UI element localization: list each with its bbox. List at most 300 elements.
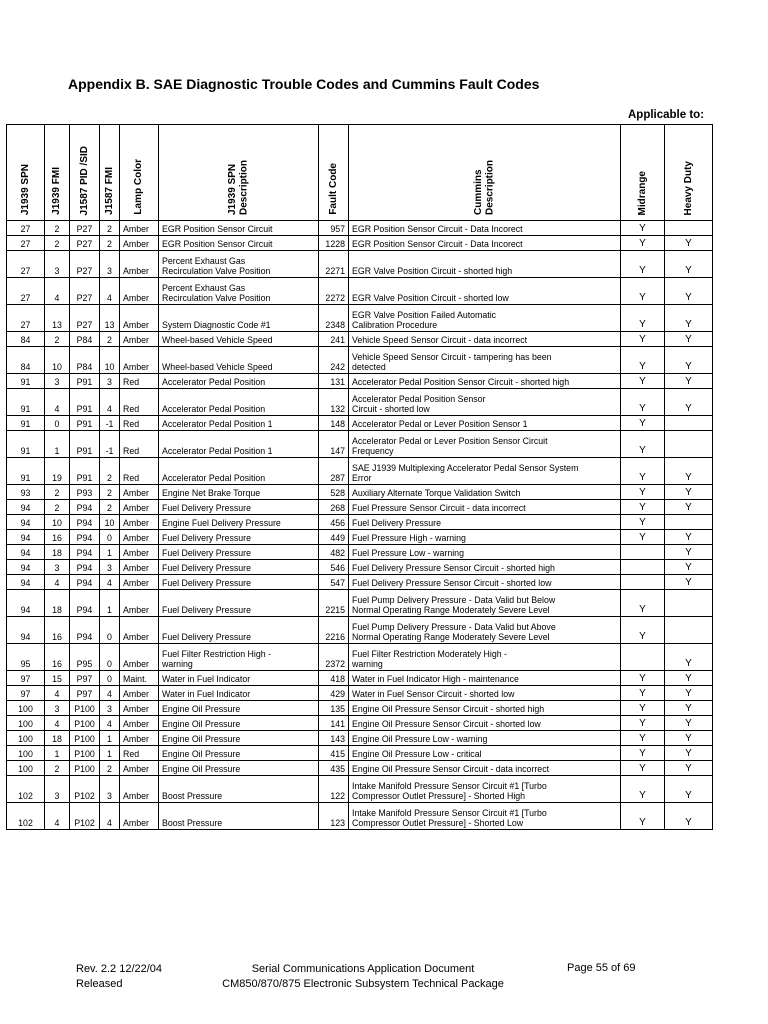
cell-fault-code: 2372 (319, 644, 349, 671)
cell-lamp-color: Amber (120, 686, 159, 701)
cell-cummins-description: Water in Fuel Sensor Circuit - shorted low (349, 686, 621, 701)
cell-j1587-fmi: 0 (100, 530, 120, 545)
table-row (7, 575, 713, 590)
cell-fault-code: 957 (319, 221, 349, 236)
cell-j1939-fmi: 4 (45, 389, 70, 416)
cell-fault-code: 241 (319, 332, 349, 347)
cell-lamp-color: Amber (120, 644, 159, 671)
cell-j1939-fmi: 0 (45, 416, 70, 431)
cell-fault-code: 482 (319, 545, 349, 560)
cell-heavy-duty: Y (665, 458, 713, 485)
cell-j1587-pid: P97 (70, 671, 100, 686)
cell-cummins-description: EGR Valve Position Circuit - shorted low (349, 278, 621, 305)
cell-midrange: Y (621, 701, 665, 716)
cell-fault-code: 528 (319, 485, 349, 500)
cell-j1587-fmi: 3 (100, 374, 120, 389)
cell-fault-code: 287 (319, 458, 349, 485)
cell-fault-code: 122 (319, 776, 349, 803)
table-row (7, 458, 713, 485)
cell-j1587-pid: P27 (70, 278, 100, 305)
cell-j1939-description: Fuel Filter Restriction High - warning (159, 644, 319, 671)
cell-j1939-description: Engine Fuel Delivery Pressure (159, 515, 319, 530)
cell-cummins-description: SAE J1939 Multiplexing Accelerator Pedal Sensor System Error (349, 458, 621, 485)
cell-j1939-spn: 84 (7, 332, 45, 347)
cell-j1939-description: Accelerator Pedal Position (159, 389, 319, 416)
cell-j1587-pid: P94 (70, 575, 100, 590)
cell-j1939-spn: 84 (7, 347, 45, 374)
cell-cummins-description: Engine Oil Pressure Sensor Circuit - data incorrect (349, 761, 621, 776)
footer-revision (76, 962, 162, 992)
cell-j1939-fmi: 4 (45, 686, 70, 701)
cell-lamp-color: Amber (120, 251, 159, 278)
cell-j1939-description: Accelerator Pedal Position (159, 458, 319, 485)
cell-lamp-color: Amber (120, 776, 159, 803)
cell-heavy-duty: Y (665, 776, 713, 803)
cell-j1587-fmi: 0 (100, 617, 120, 644)
cell-fault-code: 418 (319, 671, 349, 686)
cell-j1939-description: Percent Exhaust Gas Recirculation Valve Position (159, 251, 319, 278)
cell-fault-code: 546 (319, 560, 349, 575)
cell-cummins-description: Engine Oil Pressure Low - critical (349, 746, 621, 761)
cell-j1587-fmi: -1 (100, 416, 120, 431)
cell-j1587-pid: P84 (70, 332, 100, 347)
cell-j1939-spn: 91 (7, 389, 45, 416)
cell-cummins-description: Fuel Pressure Low - warning (349, 545, 621, 560)
cell-j1587-fmi: 2 (100, 458, 120, 485)
cell-j1939-fmi: 18 (45, 545, 70, 560)
cell-heavy-duty: Y (665, 803, 713, 830)
cell-j1587-pid: P94 (70, 617, 100, 644)
table-header-row (7, 125, 713, 221)
cell-lamp-color: Amber (120, 731, 159, 746)
cell-j1587-pid: P94 (70, 545, 100, 560)
cell-j1587-pid: P91 (70, 458, 100, 485)
cell-j1587-pid: P91 (70, 374, 100, 389)
cell-j1587-fmi: 10 (100, 515, 120, 530)
table-row (7, 560, 713, 575)
col-j1939-description: J1939 SPN Description (159, 125, 319, 221)
cell-midrange: Y (621, 485, 665, 500)
cell-j1587-fmi: 2 (100, 485, 120, 500)
cell-cummins-description: Fuel Pump Delivery Pressure - Data Valid but Below Normal Operating Range Moderately Severe Level (349, 590, 621, 617)
cell-fault-code: 2348 (319, 305, 349, 332)
cell-j1587-pid: P95 (70, 644, 100, 671)
cell-j1939-spn: 100 (7, 716, 45, 731)
cell-j1587-fmi: 2 (100, 221, 120, 236)
cell-cummins-description: Fuel Pressure Sensor Circuit - data incorrect (349, 500, 621, 515)
table-row (7, 590, 713, 617)
cell-j1939-description: Fuel Delivery Pressure (159, 590, 319, 617)
cell-j1939-description: Wheel-based Vehicle Speed (159, 332, 319, 347)
table-row (7, 236, 713, 251)
cell-fault-code: 143 (319, 731, 349, 746)
cell-j1587-pid: P102 (70, 776, 100, 803)
cell-j1587-fmi: 2 (100, 332, 120, 347)
table-row (7, 617, 713, 644)
cell-j1939-spn: 94 (7, 590, 45, 617)
cell-j1939-spn: 100 (7, 701, 45, 716)
cell-midrange: Y (621, 236, 665, 251)
col-lamp-color: Lamp Color (120, 125, 159, 221)
cell-heavy-duty: Y (665, 347, 713, 374)
cell-j1939-description: Water in Fuel Indicator (159, 686, 319, 701)
footer-doc-line2: CM850/870/875 Electronic Subsystem Technical Package (222, 978, 504, 990)
cell-midrange: Y (621, 716, 665, 731)
cell-fault-code: 2272 (319, 278, 349, 305)
cell-j1939-spn: 102 (7, 803, 45, 830)
cell-cummins-description: Accelerator Pedal Position Sensor Circuit - shorted low (349, 389, 621, 416)
cell-lamp-color: Amber (120, 500, 159, 515)
table-row (7, 671, 713, 686)
cell-j1587-pid: P94 (70, 515, 100, 530)
cell-midrange: Y (621, 458, 665, 485)
cell-lamp-color: Amber (120, 530, 159, 545)
cell-lamp-color: Amber (120, 332, 159, 347)
table-row (7, 374, 713, 389)
cell-j1939-fmi: 18 (45, 731, 70, 746)
cell-j1587-pid: P91 (70, 431, 100, 458)
cell-j1587-pid: P94 (70, 590, 100, 617)
cell-j1939-description: Fuel Delivery Pressure (159, 530, 319, 545)
table-row (7, 515, 713, 530)
cell-heavy-duty: Y (665, 500, 713, 515)
cell-heavy-duty: Y (665, 485, 713, 500)
cell-cummins-description: Auxiliary Alternate Torque Validation Switch (349, 485, 621, 500)
cell-j1587-pid: P100 (70, 761, 100, 776)
cell-lamp-color: Amber (120, 305, 159, 332)
cell-heavy-duty: Y (665, 305, 713, 332)
cell-j1587-pid: P27 (70, 305, 100, 332)
cell-lamp-color: Red (120, 416, 159, 431)
cell-j1939-spn: 91 (7, 416, 45, 431)
cell-heavy-duty: Y (665, 545, 713, 560)
col-midrange: Midrange (621, 125, 665, 221)
fault-code-table (6, 124, 713, 830)
table-row (7, 332, 713, 347)
cell-j1939-fmi: 3 (45, 776, 70, 803)
cell-midrange: Y (621, 305, 665, 332)
cell-j1587-pid: P100 (70, 716, 100, 731)
cell-j1587-pid: P94 (70, 560, 100, 575)
cell-j1939-spn: 100 (7, 731, 45, 746)
cell-heavy-duty: Y (665, 278, 713, 305)
cell-heavy-duty: Y (665, 530, 713, 545)
cell-j1587-fmi: 3 (100, 251, 120, 278)
cell-fault-code: 268 (319, 500, 349, 515)
cell-cummins-description: Fuel Filter Restriction Moderately High - warning (349, 644, 621, 671)
cell-fault-code: 2271 (319, 251, 349, 278)
cell-heavy-duty: Y (665, 374, 713, 389)
cell-heavy-duty: Y (665, 251, 713, 278)
footer-released: Released (76, 978, 123, 990)
cell-j1939-spn: 100 (7, 761, 45, 776)
cell-lamp-color: Red (120, 431, 159, 458)
table-row (7, 530, 713, 545)
cell-heavy-duty: Y (665, 761, 713, 776)
cell-j1939-description: Accelerator Pedal Position 1 (159, 431, 319, 458)
cell-j1939-description: EGR Position Sensor Circuit (159, 236, 319, 251)
cell-j1939-fmi: 2 (45, 761, 70, 776)
cell-fault-code: 135 (319, 701, 349, 716)
cell-fault-code: 242 (319, 347, 349, 374)
table-row (7, 731, 713, 746)
cell-cummins-description: Accelerator Pedal or Lever Position Sensor 1 (349, 416, 621, 431)
cell-j1939-description: Accelerator Pedal Position 1 (159, 416, 319, 431)
table-row (7, 716, 713, 731)
cell-j1939-description: Engine Oil Pressure (159, 701, 319, 716)
cell-j1939-spn: 95 (7, 644, 45, 671)
cell-heavy-duty: Y (665, 731, 713, 746)
cell-j1587-fmi: 0 (100, 671, 120, 686)
cell-j1939-fmi: 2 (45, 236, 70, 251)
cell-j1939-spn: 97 (7, 686, 45, 701)
cell-midrange: Y (621, 431, 665, 458)
cell-fault-code: 148 (319, 416, 349, 431)
cell-cummins-description: Fuel Pump Delivery Pressure - Data Valid but Above Normal Operating Range Moderately Severe Level (349, 617, 621, 644)
cell-j1939-fmi: 2 (45, 221, 70, 236)
cell-j1939-description: Fuel Delivery Pressure (159, 500, 319, 515)
cell-midrange (621, 644, 665, 671)
cell-lamp-color: Amber (120, 617, 159, 644)
table-row (7, 278, 713, 305)
cell-lamp-color: Amber (120, 716, 159, 731)
cell-j1939-spn: 94 (7, 560, 45, 575)
cell-cummins-description: Intake Manifold Pressure Sensor Circuit #1 [Turbo Compressor Outlet Pressure] - Shorted High (349, 776, 621, 803)
footer-doc-line1: Serial Communications Application Document (251, 963, 475, 975)
cell-lamp-color: Amber (120, 560, 159, 575)
cell-j1587-fmi: 2 (100, 761, 120, 776)
cell-j1939-fmi: 4 (45, 716, 70, 731)
cell-j1939-spn: 97 (7, 671, 45, 686)
cell-j1939-spn: 27 (7, 221, 45, 236)
table-row (7, 803, 713, 830)
cell-j1939-description: Wheel-based Vehicle Speed (159, 347, 319, 374)
cell-j1587-pid: P100 (70, 731, 100, 746)
table-row (7, 644, 713, 671)
cell-midrange: Y (621, 746, 665, 761)
cell-lamp-color: Red (120, 389, 159, 416)
cell-j1939-spn: 91 (7, 458, 45, 485)
cell-j1587-pid: P84 (70, 347, 100, 374)
cell-midrange: Y (621, 515, 665, 530)
cell-j1939-description: Engine Oil Pressure (159, 761, 319, 776)
cell-j1939-fmi: 1 (45, 431, 70, 458)
cell-midrange: Y (621, 776, 665, 803)
cell-j1939-fmi: 16 (45, 530, 70, 545)
cell-lamp-color: Amber (120, 545, 159, 560)
table-row (7, 776, 713, 803)
cell-midrange: Y (621, 803, 665, 830)
cell-cummins-description: EGR Position Sensor Circuit - Data Incorect (349, 236, 621, 251)
cell-fault-code: 547 (319, 575, 349, 590)
cell-midrange: Y (621, 731, 665, 746)
col-j1939-spn: J1939 SPN (7, 125, 45, 221)
cell-midrange: Y (621, 416, 665, 431)
cell-j1939-fmi: 2 (45, 500, 70, 515)
cell-fault-code: 2216 (319, 617, 349, 644)
table-row (7, 485, 713, 500)
cell-j1587-pid: P100 (70, 746, 100, 761)
col-heavy-duty: Heavy Duty (665, 125, 713, 221)
table-row (7, 686, 713, 701)
cell-cummins-description: Accelerator Pedal Position Sensor Circuit - shorted high (349, 374, 621, 389)
cell-j1939-fmi: 10 (45, 515, 70, 530)
table-row (7, 500, 713, 515)
cell-j1939-description: Fuel Delivery Pressure (159, 575, 319, 590)
footer-rev: Rev. 2.2 12/22/04 (76, 963, 163, 975)
cell-j1939-spn: 94 (7, 617, 45, 644)
cell-j1939-spn: 94 (7, 515, 45, 530)
cell-midrange: Y (621, 671, 665, 686)
cell-lamp-color: Amber (120, 515, 159, 530)
cell-midrange (621, 575, 665, 590)
cell-j1939-spn: 91 (7, 431, 45, 458)
cell-j1939-fmi: 4 (45, 278, 70, 305)
cell-heavy-duty: Y (665, 746, 713, 761)
cell-j1939-description: Engine Oil Pressure (159, 746, 319, 761)
cell-j1587-fmi: 4 (100, 686, 120, 701)
cell-midrange: Y (621, 389, 665, 416)
cell-j1939-description: EGR Position Sensor Circuit (159, 221, 319, 236)
cell-heavy-duty: Y (665, 575, 713, 590)
cell-heavy-duty: Y (665, 686, 713, 701)
cell-j1939-spn: 94 (7, 545, 45, 560)
cell-j1939-description: Percent Exhaust Gas Recirculation Valve Position (159, 278, 319, 305)
cell-fault-code: 1228 (319, 236, 349, 251)
cell-fault-code: 449 (319, 530, 349, 545)
cell-lamp-color: Amber (120, 590, 159, 617)
cell-lamp-color: Red (120, 458, 159, 485)
cell-lamp-color: Amber (120, 803, 159, 830)
cell-j1587-pid: P27 (70, 236, 100, 251)
cell-j1587-pid: P93 (70, 485, 100, 500)
cell-heavy-duty: Y (665, 701, 713, 716)
table-row (7, 221, 713, 236)
cell-j1939-fmi: 19 (45, 458, 70, 485)
cell-fault-code: 131 (319, 374, 349, 389)
cell-j1587-fmi: 1 (100, 731, 120, 746)
cell-j1939-spn: 94 (7, 575, 45, 590)
cell-fault-code: 132 (319, 389, 349, 416)
table-row (7, 305, 713, 332)
cell-j1939-fmi: 18 (45, 590, 70, 617)
footer-page-number: Page 55 of 69 (567, 962, 636, 974)
cell-j1939-fmi: 15 (45, 671, 70, 686)
col-fault-code: Fault Code (319, 125, 349, 221)
cell-fault-code: 456 (319, 515, 349, 530)
cell-j1587-fmi: -1 (100, 431, 120, 458)
cell-j1587-fmi: 2 (100, 500, 120, 515)
cell-midrange: Y (621, 617, 665, 644)
cell-j1587-fmi: 4 (100, 278, 120, 305)
cell-heavy-duty: Y (665, 389, 713, 416)
col-cummins-description: Cummins Description (349, 125, 621, 221)
cell-heavy-duty: Y (665, 236, 713, 251)
cell-j1587-fmi: 4 (100, 716, 120, 731)
cell-j1587-pid: P27 (70, 221, 100, 236)
cell-cummins-description: Vehicle Speed Sensor Circuit - data incorrect (349, 332, 621, 347)
cell-fault-code: 147 (319, 431, 349, 458)
cell-j1587-pid: P91 (70, 389, 100, 416)
cell-j1587-pid: P102 (70, 803, 100, 830)
cell-lamp-color: Amber (120, 278, 159, 305)
cell-j1587-fmi: 10 (100, 347, 120, 374)
cell-cummins-description: EGR Valve Position Failed Automatic Calibration Procedure (349, 305, 621, 332)
cell-j1587-fmi: 4 (100, 575, 120, 590)
cell-cummins-description: Fuel Delivery Pressure (349, 515, 621, 530)
cell-j1939-description: Boost Pressure (159, 803, 319, 830)
cell-j1587-fmi: 3 (100, 776, 120, 803)
cell-j1939-spn: 94 (7, 500, 45, 515)
col-j1939-fmi: J1939 FMI (45, 125, 70, 221)
cell-lamp-color: Amber (120, 485, 159, 500)
cell-j1939-spn: 102 (7, 776, 45, 803)
cell-lamp-color: Amber (120, 575, 159, 590)
cell-j1939-description: Engine Oil Pressure (159, 731, 319, 746)
cell-cummins-description: Engine Oil Pressure Sensor Circuit - shorted high (349, 701, 621, 716)
cell-cummins-description: EGR Position Sensor Circuit - Data Incorect (349, 221, 621, 236)
cell-j1939-description: Engine Net Brake Torque (159, 485, 319, 500)
cell-j1939-fmi: 3 (45, 560, 70, 575)
cell-midrange: Y (621, 500, 665, 515)
table-row (7, 389, 713, 416)
page-title: Appendix B. SAE Diagnostic Trouble Codes and Cummins Fault Codes (68, 76, 540, 92)
cell-j1939-fmi: 4 (45, 575, 70, 590)
cell-j1587-fmi: 13 (100, 305, 120, 332)
cell-heavy-duty: Y (665, 332, 713, 347)
cell-j1939-fmi: 16 (45, 617, 70, 644)
cell-j1587-pid: P94 (70, 530, 100, 545)
table-row (7, 701, 713, 716)
cell-j1939-fmi: 3 (45, 251, 70, 278)
table-row (7, 761, 713, 776)
cell-cummins-description: EGR Valve Position Circuit - shorted high (349, 251, 621, 278)
cell-j1939-spn: 94 (7, 530, 45, 545)
cell-j1939-fmi: 3 (45, 374, 70, 389)
cell-heavy-duty (665, 515, 713, 530)
cell-j1587-pid: P100 (70, 701, 100, 716)
cell-lamp-color: Amber (120, 761, 159, 776)
cell-j1587-fmi: 3 (100, 560, 120, 575)
table-row (7, 746, 713, 761)
table-row (7, 431, 713, 458)
cell-j1587-pid: P94 (70, 500, 100, 515)
cell-j1939-fmi: 10 (45, 347, 70, 374)
cell-cummins-description: Fuel Delivery Pressure Sensor Circuit - shorted high (349, 560, 621, 575)
cell-j1939-spn: 93 (7, 485, 45, 500)
cell-fault-code: 415 (319, 746, 349, 761)
cell-midrange: Y (621, 374, 665, 389)
cell-j1939-fmi: 4 (45, 803, 70, 830)
cell-j1587-fmi: 1 (100, 590, 120, 617)
cell-j1587-fmi: 2 (100, 236, 120, 251)
cell-midrange (621, 560, 665, 575)
cell-midrange: Y (621, 251, 665, 278)
cell-heavy-duty (665, 617, 713, 644)
cell-j1939-spn: 27 (7, 236, 45, 251)
cell-lamp-color: Red (120, 746, 159, 761)
cell-heavy-duty (665, 431, 713, 458)
cell-fault-code: 435 (319, 761, 349, 776)
cell-j1587-fmi: 1 (100, 746, 120, 761)
cell-cummins-description: Water in Fuel Indicator High - maintenance (349, 671, 621, 686)
cell-j1587-pid: P27 (70, 251, 100, 278)
cell-j1939-spn: 27 (7, 251, 45, 278)
cell-j1939-spn: 91 (7, 374, 45, 389)
cell-j1939-description: Fuel Delivery Pressure (159, 617, 319, 644)
col-j1587-fmi: J1587 FMI (100, 125, 120, 221)
table-row (7, 545, 713, 560)
